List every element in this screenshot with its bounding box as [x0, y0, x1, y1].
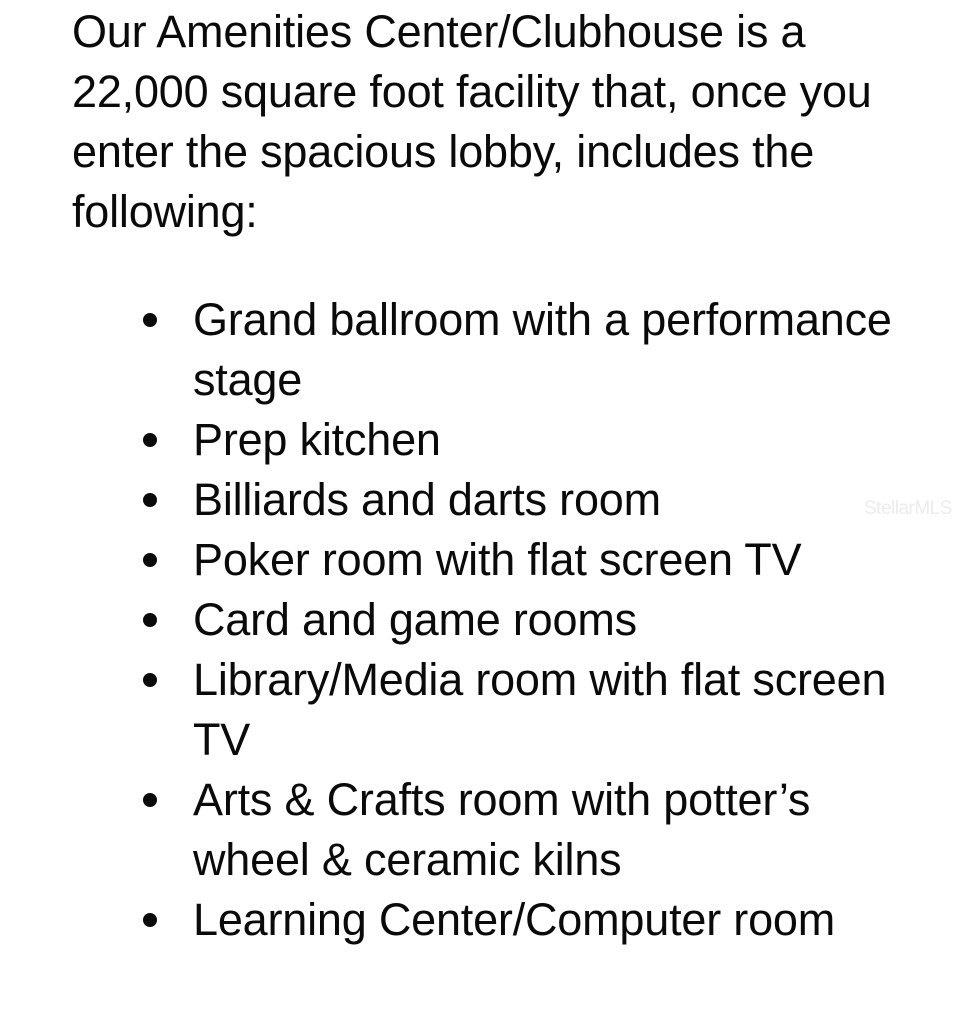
list-item [0, 410, 960, 470]
bullet-icon [143, 793, 157, 807]
list-item-text: Library/Media room with flat screen TV [193, 654, 887, 765]
list-item [0, 290, 960, 410]
amenities-list [0, 290, 960, 950]
bullet-icon [143, 553, 157, 567]
bullet-icon [143, 493, 157, 507]
list-item-text: Poker room with flat screen TV [193, 534, 802, 585]
bullet-icon [143, 433, 157, 447]
list-item [0, 470, 960, 530]
bullet-icon [143, 673, 157, 687]
bullet-icon [143, 913, 157, 927]
list-item [0, 530, 960, 590]
list-item-text: Billiards and darts room [193, 474, 661, 525]
intro-paragraph: Our Amenities Center/Clubhouse is a 22,000 square foot facility that, once you enter the spacious lobby, includes the following: [72, 6, 872, 237]
list-item-text: Card and game rooms [193, 594, 637, 645]
bullet-icon [143, 613, 157, 627]
list-item-text: Grand ballroom with a performance stage [193, 294, 892, 405]
list-item-text: Learning Center/Computer room [193, 894, 836, 945]
list-item [0, 770, 960, 890]
list-item-text: Arts & Crafts room with potter’s wheel & ceramic kilns [193, 774, 811, 885]
mls-watermark: StellarMLS [864, 498, 952, 519]
bullet-icon [143, 313, 157, 327]
list-item [0, 890, 960, 950]
list-item [0, 590, 960, 650]
list-item-text: Prep kitchen [193, 414, 441, 465]
list-item [0, 650, 960, 770]
